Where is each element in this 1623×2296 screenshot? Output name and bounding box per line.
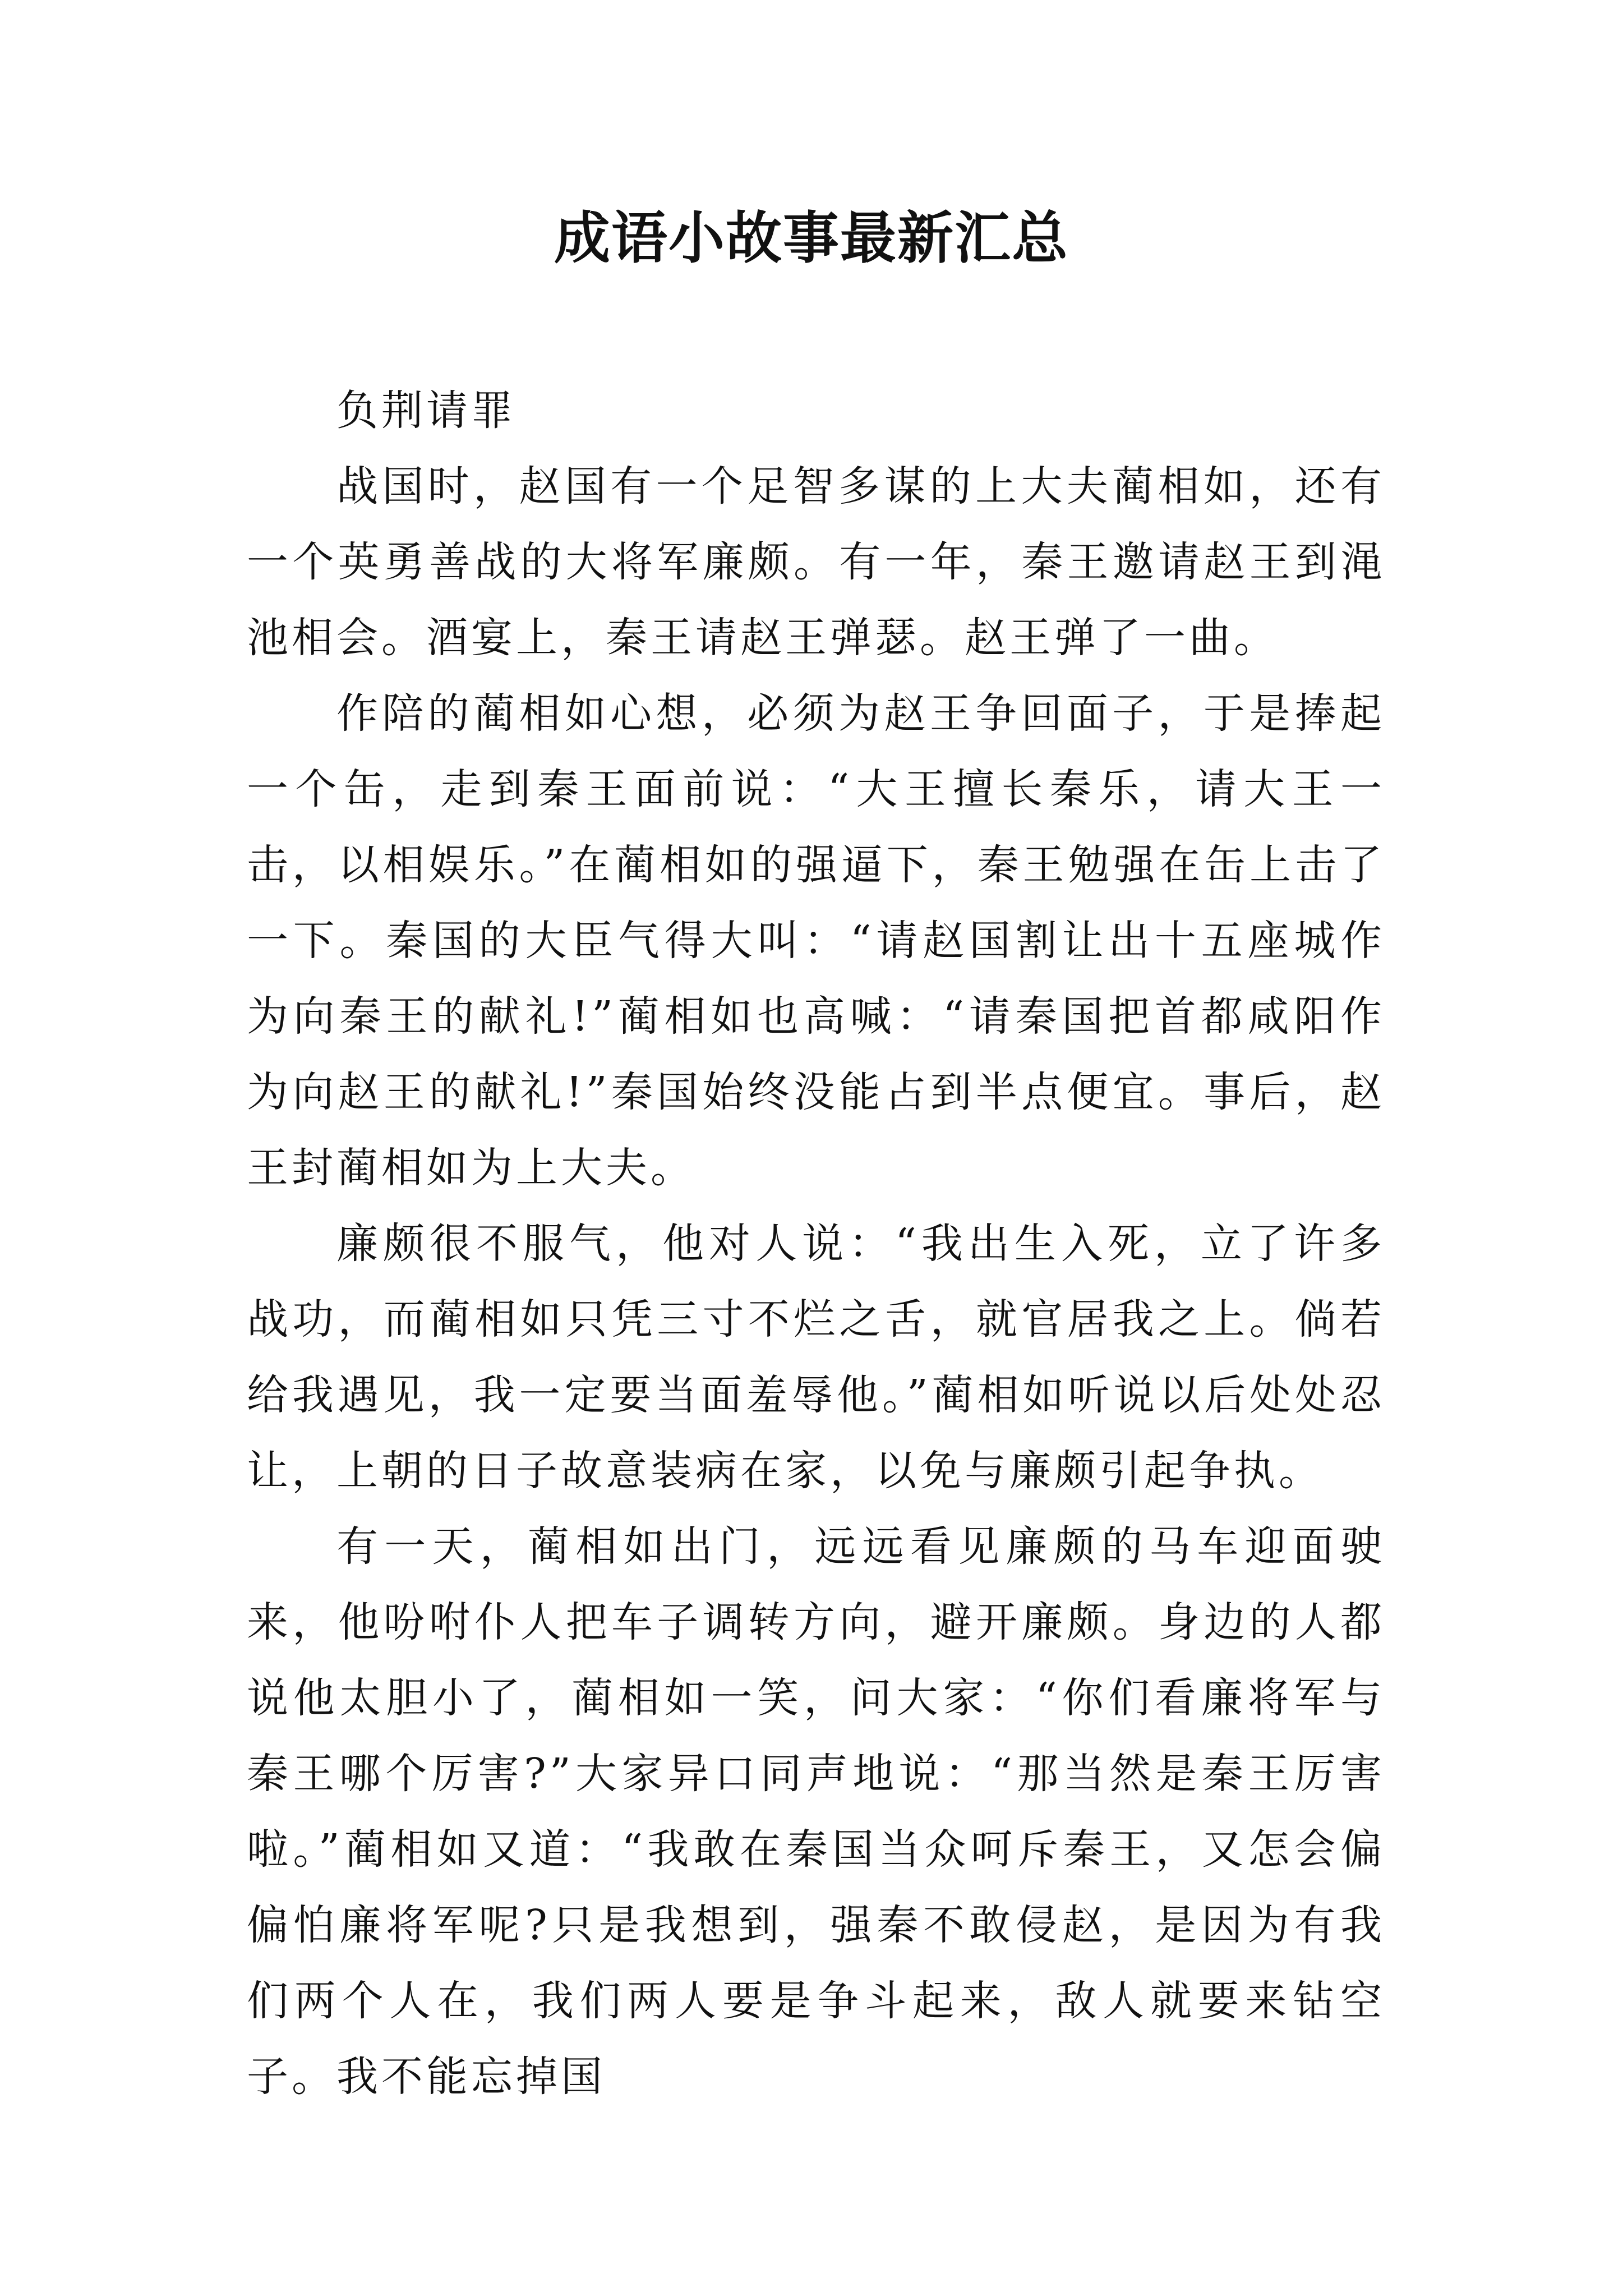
document-body: [247, 373, 1385, 2115]
paragraph: 廉颇很不服气，他对人说：“我出生入死，立了许多战功，而蔺相如只凭三寸不烂之舌，就官居我之上。倘若给我遇见，我一定要当面羞辱他。”蔺相如听说以后处处忍让，上朝的日子故意装病在家，以免与廉颇引起争执。: [247, 1220, 1385, 1495]
document-title: 成语小故事最新汇总: [554, 205, 1069, 271]
section-heading: 负荆请罪: [336, 386, 516, 435]
paragraph: 有一天，蔺相如出门，远远看见廉颇的马车迎面驶来，他吩咐仆人把车子调转方向，避开廉颇。身边的人都说他太胆小了，蔺相如一笑，问大家：“你们看廉将军与秦王哪个厉害?”大家异口同声地说：“那当然是秦王厉害啦。”蔺相如又道：“我敢在秦国当众呵斥秦王，又怎会偏偏怕廉将军呢?只是我想到，强秦不敢侵赵，是因为有我们两个人在，我们两人要是争斗起来，敌人就要来钻空子。我不能忘掉国: [247, 1522, 1385, 2101]
paragraph: 作陪的蔺相如心想，必须为赵王争回面子，于是捧起一个缶，走到秦王面前说：“大王擅长秦乐，请大王一击，以相娱乐。”在蔺相如的强逼下，秦王勉强在缶上击了一下。秦国的大臣气得大叫：“请赵国割让出十五座城作为向秦王的献礼!”蔺相如也高喊：“请秦国把首都咸阳作为向赵王的献礼!”秦国始终没能占到半点便宜。事后，赵王封蔺相如为上大夫。: [247, 689, 1385, 1192]
paragraph: 战国时，赵国有一个足智多谋的上大夫蔺相如，还有一个英勇善战的大将军廉颇。有一年，秦王邀请赵王到渑池相会。酒宴上，秦王请赵王弹瑟。赵王弹了一曲。: [247, 462, 1385, 662]
